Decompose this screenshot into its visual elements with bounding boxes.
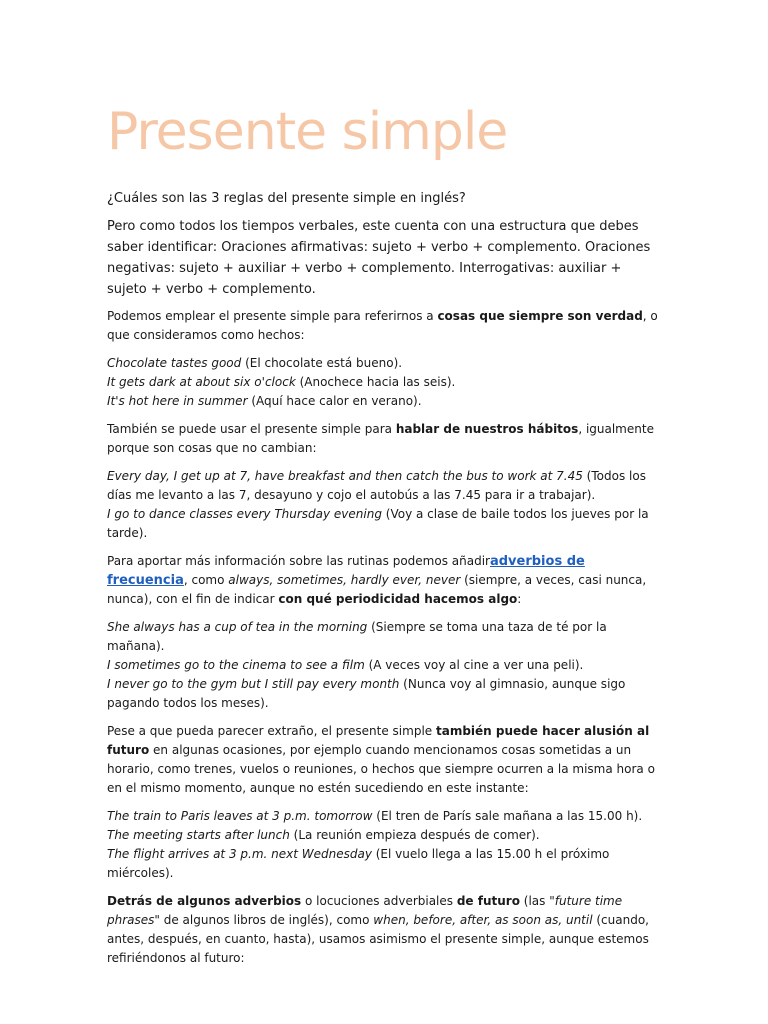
example-en: I go to dance classes every Thursday evening [107,507,382,521]
adverbs-list: always, sometimes, hardly ever, never [228,573,461,587]
paragraph-habits [107,420,659,458]
examples-truths [107,354,659,411]
example-en: Chocolate tastes good [107,356,242,370]
example-es: (Todos los días me levanto a las 7, desayuno y cojo el autobús a las 7.45 para ir a trabajar). [107,469,646,502]
adverbs-list: when, before, after, as soon as, until [373,913,593,927]
example-es: (Aquí hace calor en verano). [247,394,422,408]
text: (las " [519,894,555,908]
example-es: (Anochece hacia las seis). [295,375,456,389]
example-en: It gets dark at about six o'clock [107,375,296,389]
text: También se puede usar el presente simple para [107,422,396,436]
example-es: (Nunca voy al gimnasio, aunque sigo pagando todos los meses). [107,677,626,710]
text: , o que consideramos como hechos: [107,309,658,342]
paragraph-truths [107,307,659,345]
example-es: (La reunión empieza después de comer). [289,828,540,842]
emphasis: también puede hacer alusión al futuro [107,724,650,757]
emphasis: hablar de nuestros hábitos [395,422,579,436]
document-body [107,98,659,977]
emphasis: con qué periodicidad hacemos algo [278,592,518,606]
example-es: (El tren de París sale mañana a las 15.00 h). [372,809,643,823]
paragraph-frequency [107,552,659,609]
text: : [517,592,522,606]
page-title: Presente simple [107,102,508,162]
text: Podemos emplear el presente simple para referirnos a [107,309,438,323]
example-en: I never go to the gym but I still pay every month [107,677,400,691]
question-line: ¿Cuáles son las 3 reglas del presente simple en inglés? [107,191,466,206]
example-es: (Voy a clase de baile todos los jueves por la tarde). [107,507,649,540]
example-es: (Siempre se toma una taza de té por la mañana). [107,620,607,653]
text: , como [183,573,229,587]
text: Pese a que pueda parecer extraño, el presente simple [107,724,436,738]
text: " de algunos libros de inglés), como [154,913,374,927]
example-en: She always has a cup of tea in the morning [107,620,368,634]
example-en: The train to Paris leaves at 3 p.m. tomorrow [107,809,373,823]
text: , igualmente porque son cosas que no cambian: [107,422,654,455]
example-en: I sometimes go to the cinema to see a film [107,658,365,672]
examples-frequency [107,618,659,713]
frequency-adverbs-link[interactable]: adverbios de frecuencia [107,554,585,588]
emphasis: Detrás de algunos adverbios [107,894,302,908]
paragraph-future-adverbs [107,892,659,968]
intro-paragraph: Pero como todos los tiempos verbales, este cuenta con una estructura que debes saber identificar: Oraciones afirmativas: sujeto + verbo + complemento. Oraciones negativas: sujeto + auxiliar + verbo + complemento. Interrogativas: auxiliar + sujeto + verbo + complemento. [107,219,651,297]
examples-future [107,807,659,883]
example-en: The flight arrives at 3 p.m. next Wednesday [107,847,372,861]
example-en: Every day, I get up at 7, have breakfast and then catch the bus to work at 7.45 [107,469,583,483]
text: Para aportar más información sobre las rutinas podemos añadir [107,554,490,568]
paragraph-future [107,722,659,798]
examples-habits [107,467,659,543]
text: o locuciones adverbiales [301,894,457,908]
emphasis: de futuro [456,894,520,908]
emphasis: cosas que siempre son verdad [437,309,643,323]
example-es: (A veces voy al cine a ver una peli). [364,658,584,672]
text: (siempre, a veces, casi nunca, nunca), con el fin de indicar [107,573,647,606]
text: en algunas ocasiones, por ejemplo cuando mencionamos cosas sometidas a un horario, como trenes, vuelos o reuniones, o hechos que siempre ocurren a la misma hora o en el mismo momento, aunque no estén sucediendo en este instante: [107,743,655,795]
example-en: It's hot here in summer [107,394,248,408]
term: future time phrases [107,894,623,927]
example-es: (El chocolate está bueno). [241,356,403,370]
example-es: (El vuelo llega a las 15.00 h el próximo miércoles). [107,847,610,880]
text: (cuando, antes, después, en cuanto, hasta), usamos asimismo el presente simple, aunque estemos refiriéndonos al futuro: [107,913,649,965]
example-en: The meeting starts after lunch [107,828,290,842]
